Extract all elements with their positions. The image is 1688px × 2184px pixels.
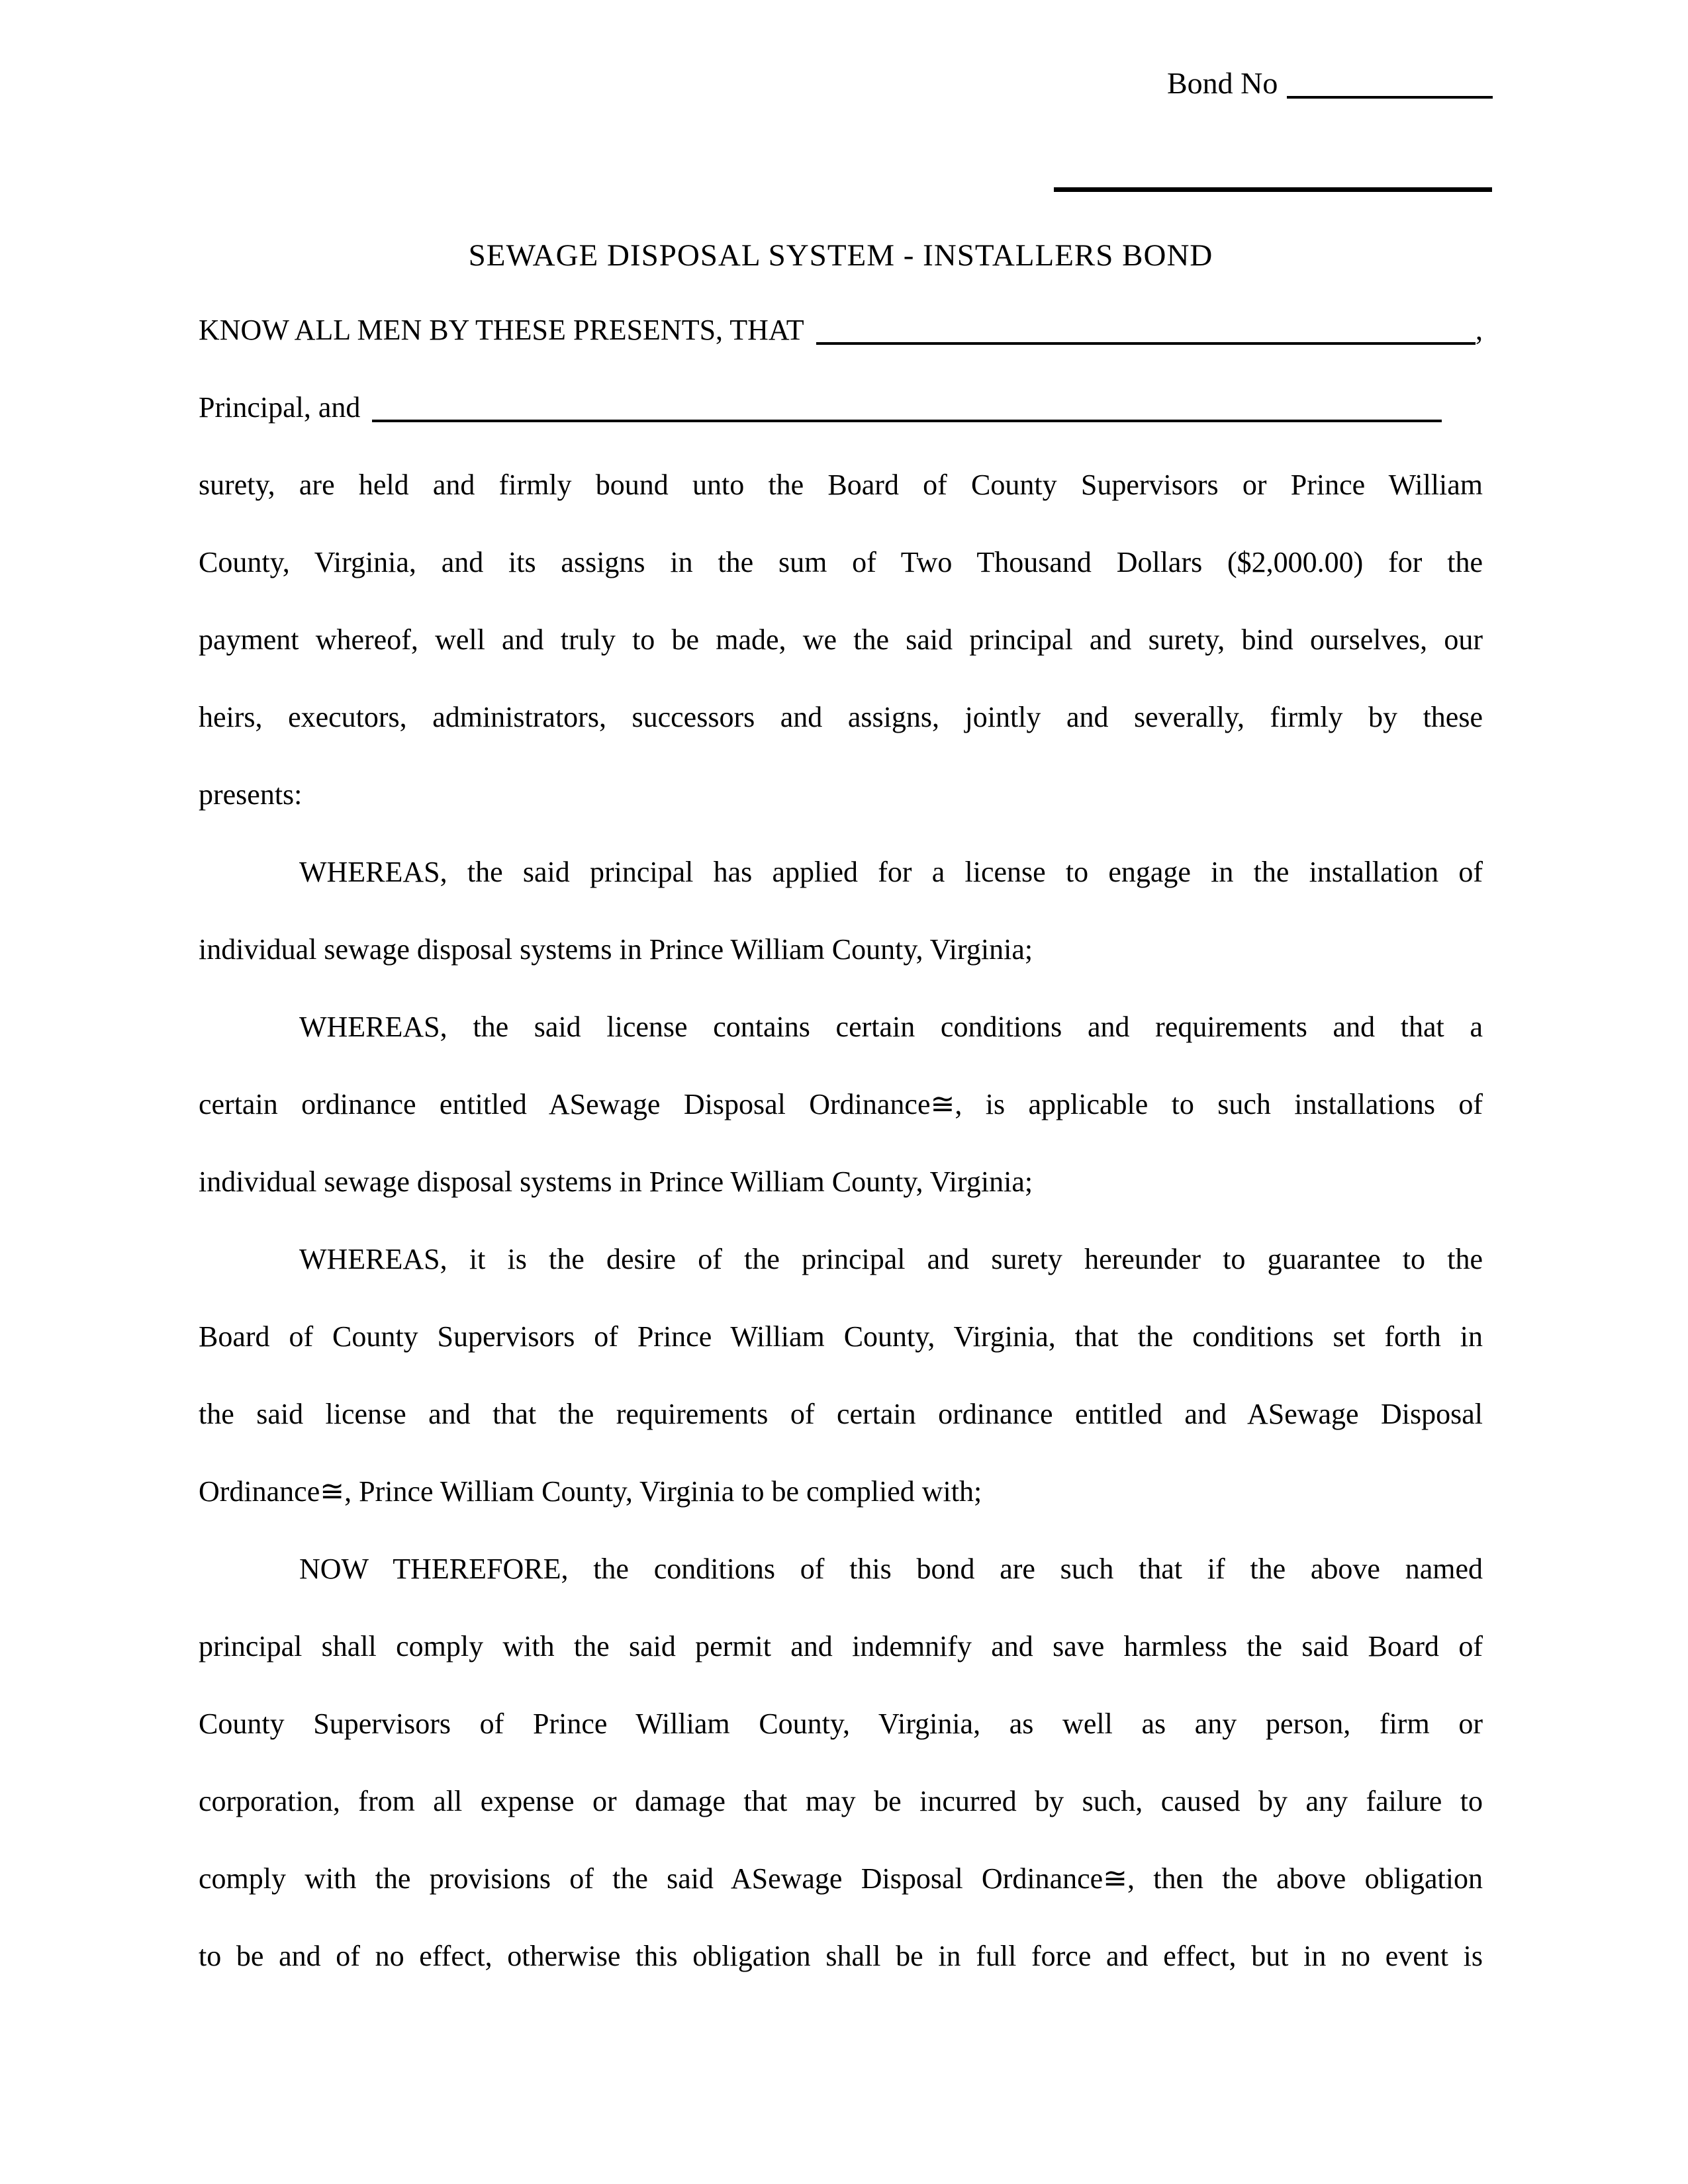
principal-line (199, 369, 1483, 446)
bond-no-label: Bond No (1167, 66, 1278, 100)
document-line: WHEREAS, the said license contains certain conditions and requirements and that a (299, 1011, 1483, 1043)
signature-rule (1054, 187, 1492, 192)
document-line: heirs, executors, administrators, successors and assigns, jointly and severally, firmly by these (199, 701, 1483, 733)
bond-no-blank-line (1287, 96, 1493, 99)
document-line: certain ordinance entitled ASewage Disposal Ordinance≅, is applicable to such installations of (199, 1088, 1483, 1120)
document-line: corporation, from all expense or damage that may be incurred by such, caused by any failure to (199, 1785, 1483, 1817)
document-line: County, Virginia, and its assigns in the sum of Two Thousand Dollars ($2,000.00) for the (199, 546, 1483, 578)
principal-and-text: Principal, and (199, 391, 361, 424)
document-line: County Supervisors of Prince William County, Virginia, as well as any person, firm or (199, 1707, 1483, 1740)
document-line: principal shall comply with the said permit and indemnify and save harmless the said Board of (199, 1630, 1483, 1662)
document-line: individual sewage disposal systems in Prince William County, Virginia; (199, 1165, 1033, 1198)
document-line: individual sewage disposal systems in Prince William County, Virginia; (199, 933, 1033, 966)
document-line: Board of County Supervisors of Prince William County, Virginia, that the conditions set forth in (199, 1320, 1483, 1353)
know-all-men-line (199, 291, 1483, 369)
document-title: SEWAGE DISPOSAL SYSTEM - INSTALLERS BOND (468, 238, 1213, 273)
document-line: WHEREAS, the said principal has applied for a license to engage in the installation of (299, 856, 1483, 888)
document-line: to be and of no effect, otherwise this obligation shall be in full force and effect, but in no event is (199, 1940, 1483, 1972)
bond-no-field (1167, 64, 1493, 103)
document-body (199, 291, 1483, 1995)
document-line: presents: (199, 778, 303, 811)
document-line: payment whereof, well and truly to be made, we the said principal and surety, bind ourselves, our (199, 623, 1483, 656)
document-line: comply with the provisions of the said ASewage Disposal Ordinance≅, then the above obligation (199, 1862, 1483, 1895)
principal-name-blank-line (816, 342, 1476, 345)
document-line: surety, are held and firmly bound unto the Board of County Supervisors or Prince William (199, 469, 1483, 501)
document-line: Ordinance≅, Prince William County, Virginia to be complied with; (199, 1475, 982, 1508)
know-all-men-text: KNOW ALL MEN BY THESE PRESENTS, THAT (199, 314, 804, 346)
document-line: the said license and that the requirements of certain ordinance entitled and ASewage Disposal (199, 1398, 1483, 1430)
document-line: NOW THEREFORE, the conditions of this bond are such that if the above named (299, 1553, 1483, 1585)
know-all-men-suffix: , (1476, 314, 1483, 346)
surety-name-blank-line (372, 420, 1442, 422)
document-line: WHEREAS, it is the desire of the principal and surety hereunder to guarantee to the (299, 1243, 1483, 1275)
